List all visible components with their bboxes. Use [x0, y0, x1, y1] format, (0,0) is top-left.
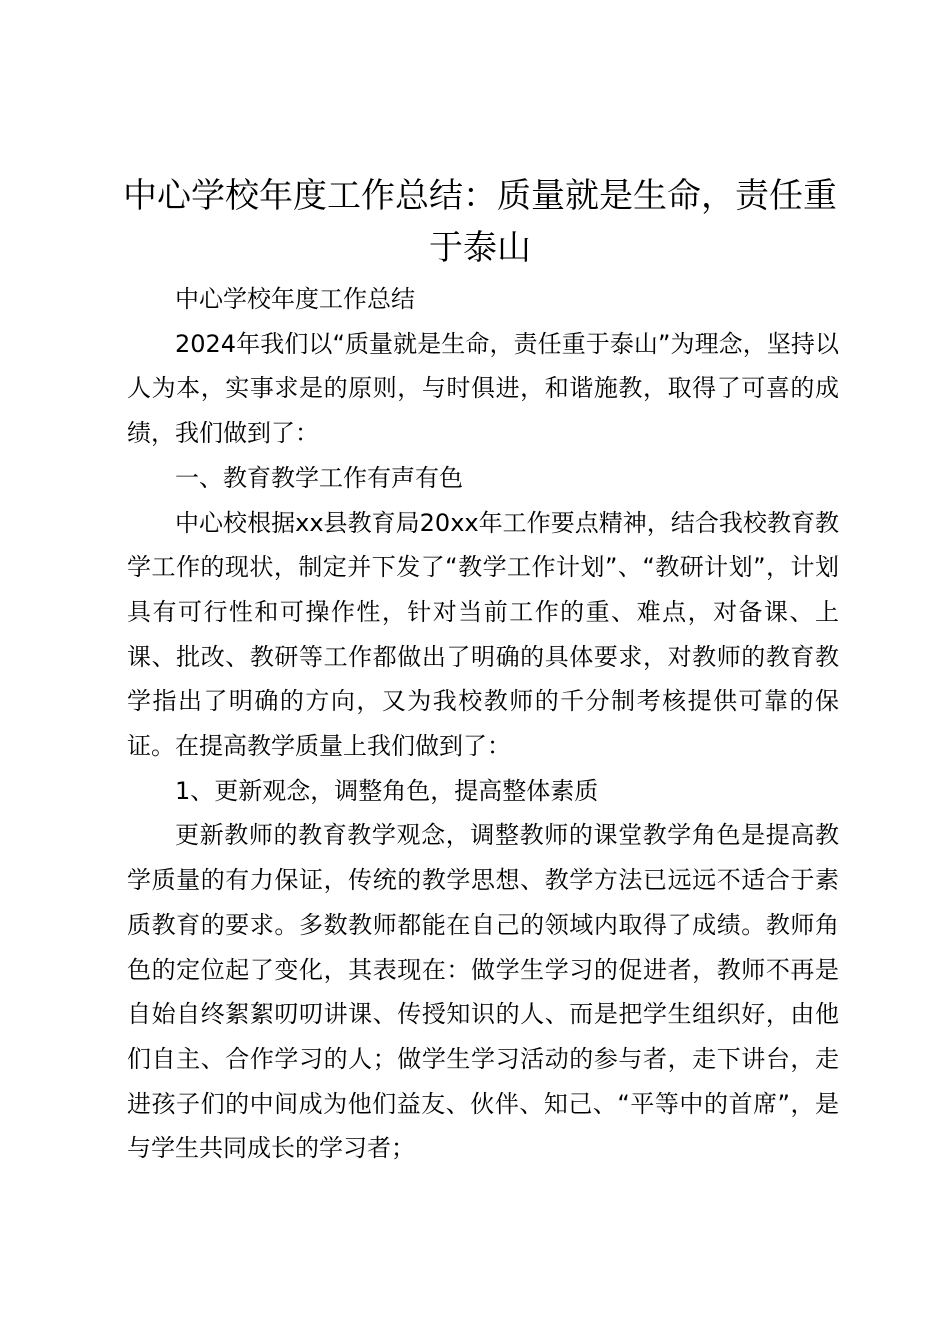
section-1-paragraph: 中心校根据xx县教育局20xx年工作要点精神，结合我校教育教学工作的现状，制定并下发了“教学工作计划”、“教研计划”，计划具有可行性和可操作性，针对当前工作的重、难点，对备课、上课、批改、教研等工作都做出了明确的具体要求，对教师的教育教学指出了明确的方向，又为我校教师的千分制考核提供可靠的保证。在提高教学质量上我们做到了：: [127, 508, 839, 761]
subsection-heading-1: 1、更新观念，调整角色，提高整体素质: [175, 776, 599, 805]
section-heading-1: 一、教育教学工作有声有色: [175, 463, 463, 492]
subtitle-paragraph: 中心学校年度工作总结: [175, 285, 415, 313]
document-title: 中心学校年度工作总结：质量就是生命，责任重于泰山: [123, 176, 837, 268]
document-body: [127, 277, 839, 1171]
subsection-1-paragraph: 更新教师的教育教学观念，调整教师的课堂教学角色是提高教学质量的有力保证，传统的教学思想、教学方法已远远不适合于素质教育的要求。多数教师都能在自己的领域内取得了成绩。教师角色的定位起了变化，其表现在：做学生学习的促进者，教师不再是自始自终絮絮叨叨讲课、传授知识的人、而是把学生组织好，由他们自主、合作学习的人；做学生学习活动的参与者，走下讲台，走进孩子们的中间成为他们益友、伙伴、知己、“平等中的首席”，是与学生共同成长的学习者；: [127, 821, 839, 1163]
intro-paragraph: 2024年我们以“质量就是生命，责任重于泰山”为理念，坚持以人为本，实事求是的原则，与时俱进，和谐施教，取得了可喜的成绩，我们做到了：: [127, 329, 839, 448]
